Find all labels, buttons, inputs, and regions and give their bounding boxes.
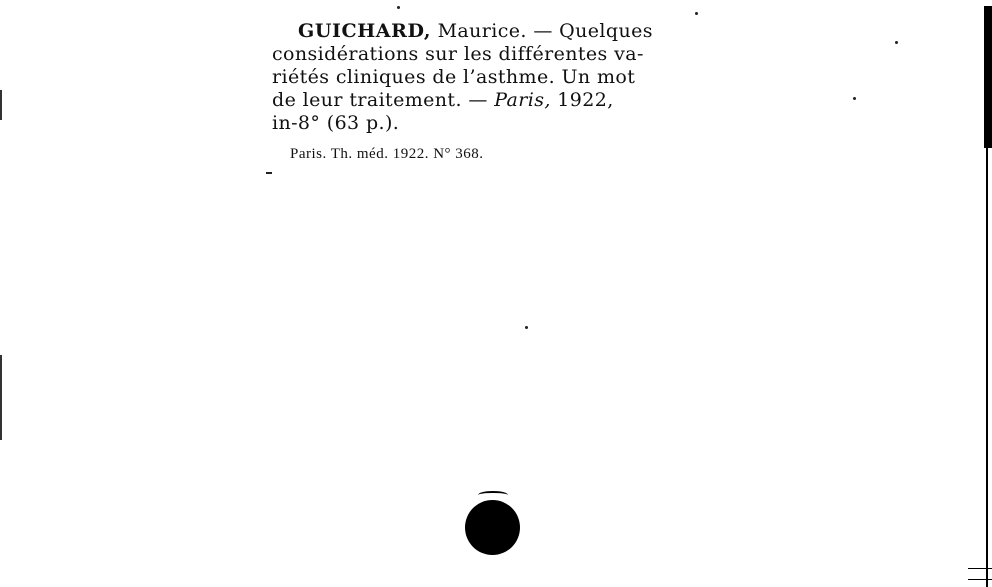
entry-line-3: riétés cliniques de l’asthme. Un mot	[272, 66, 636, 88]
card-corner-tick	[968, 568, 992, 569]
scan-speck	[397, 6, 400, 9]
card-right-edge-shadow	[984, 6, 992, 148]
entry-line-4	[272, 89, 702, 112]
card-corner-tick	[968, 579, 992, 580]
title-start: — Quelques	[533, 20, 653, 42]
author-surname: GUICHARD,	[298, 20, 432, 42]
scan-speck	[525, 326, 528, 329]
thesis-note: Paris. Th. méd. 1922. N° 368.	[290, 146, 484, 162]
publication-place: Paris,	[494, 89, 551, 111]
punch-hole	[465, 500, 520, 555]
bibliographic-entry	[272, 20, 702, 135]
scan-dash-mark	[266, 172, 272, 174]
entry-line-1	[272, 20, 702, 43]
author-forename: Maurice.	[437, 20, 527, 42]
title-end: de leur traitement. —	[272, 89, 488, 111]
entry-line-2: considérations sur les différentes va-	[272, 43, 644, 65]
scan-speck	[895, 41, 898, 44]
card-right-edge-line	[986, 148, 988, 587]
card-left-edge-mark	[0, 90, 2, 120]
publication-year: 1922,	[557, 89, 614, 111]
scan-speck	[695, 12, 698, 15]
scan-speck	[853, 97, 856, 100]
punch-hole-rim	[478, 491, 508, 499]
format-pages: in-8° (63 p.).	[272, 112, 400, 134]
card-left-edge-mark	[0, 355, 2, 440]
